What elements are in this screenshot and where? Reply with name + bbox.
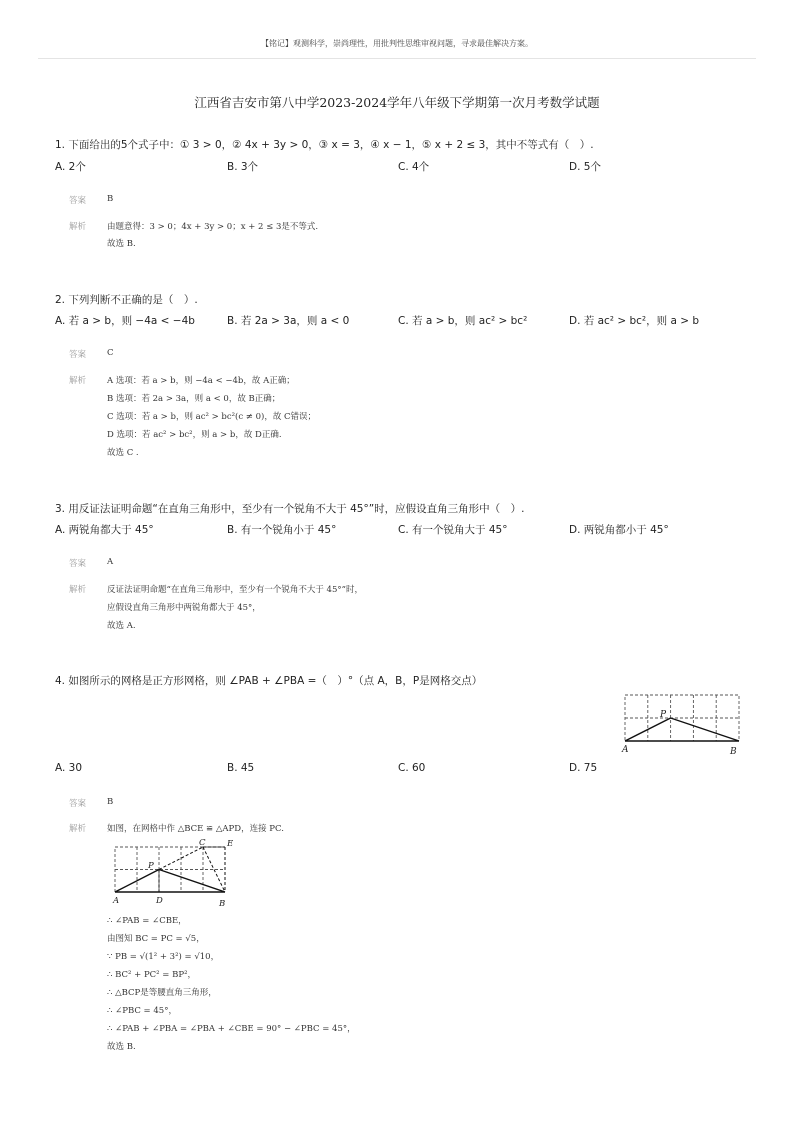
question-4-solution-line: ∴ ∠PAB = ∠CBE， <box>107 916 187 926</box>
question-4-option-b[interactable]: B. 45 <box>227 762 255 774</box>
question-1-option-d[interactable]: D. 5个 <box>569 161 601 173</box>
point-label-b: B <box>219 899 226 909</box>
question-1-analysis-label: 解析 <box>69 222 87 232</box>
question-1-solution-line: 故选 B. <box>107 239 136 249</box>
question-4-solution-line: ∴ ∠PBC = 45°， <box>107 1006 177 1016</box>
question-3-answer-label: 答案 <box>69 559 87 569</box>
question-2-solution-line: C 选项：若 a > b，则 ac² > bc²(c ≠ 0)，故 C错误； <box>107 412 317 422</box>
question-2-option-d[interactable]: D. 若 ac² > bc²，则 a > b <box>569 315 700 327</box>
question-3-option-b[interactable]: B. 有一个锐角小于 45° <box>227 524 337 536</box>
point-label-e: E <box>227 839 234 849</box>
question-2-analysis-label: 解析 <box>69 376 87 386</box>
question-4-solution-line: 如图，在网格中作 △BCE ≌ △APD，连接 PC. <box>107 824 284 834</box>
question-4-stem: 4. 如图所示的网格是正方形网格，则 ∠PAB + ∠PBA =（ ）°（点 A，B，P是网格交点） <box>55 675 483 687</box>
question-1-option-a[interactable]: A. 2个 <box>55 161 86 173</box>
question-2-option-b[interactable]: B. 若 2a > 3a，则 a < 0 <box>227 315 350 327</box>
question-3-solution-line: 反证法证明命题“在直角三角形中，至少有一个锐角不大于 45°”时， <box>107 585 363 595</box>
question-2-solution-line: B 选项：若 2a > 3a，则 a < 0，故 B正确； <box>107 394 281 404</box>
question-4-answer: B <box>107 797 114 807</box>
question-4-option-a[interactable]: A. 30 <box>55 762 83 774</box>
question-4-answer-label: 答案 <box>69 799 87 809</box>
page-title: 江西省吉安市第八中学2023-2024学年八年级下学期第一次月考数学试题 <box>194 95 600 110</box>
question-2-answer-label: 答案 <box>69 350 87 360</box>
question-1-answer-label: 答案 <box>69 196 87 206</box>
question-4-solution-line: 故选 B. <box>107 1042 136 1052</box>
question-4-solution-line: 由图知 BC = PC = √5， <box>107 934 205 944</box>
question-2-option-a[interactable]: A. 若 a > b，则 −4a < −4b <box>55 315 195 327</box>
grid-lines <box>625 695 739 741</box>
question-1-answer: B <box>107 194 114 204</box>
question-1-option-b[interactable]: B. 3个 <box>227 161 259 173</box>
question-4-analysis-label: 解析 <box>69 824 87 834</box>
question-2-solution-line: 故选 C . <box>107 448 139 458</box>
question-1-option-c[interactable]: C. 4个 <box>398 161 430 173</box>
question-2-option-c[interactable]: C. 若 a > b，则 ac² > bc² <box>398 315 528 327</box>
question-1-solution-line: 由题意得：3 > 0；4x + 3y > 0；x + 2 ≤ 3是不等式. <box>107 222 319 232</box>
grid-lines <box>115 847 225 892</box>
question-3-answer: A <box>107 557 114 567</box>
question-1-stem: 1. 下面给出的5个式子中：① 3 > 0，② 4x + 3y > 0，③ x = 3，④ x − 1，⑤ x + 2 ≤ 3，其中不等式有（ ）. <box>55 139 594 151</box>
segment-pb <box>159 870 225 893</box>
point-label-p: P <box>660 710 667 720</box>
question-3-option-c[interactable]: C. 有一个锐角大于 45° <box>398 524 508 536</box>
point-label-c: C <box>199 838 206 848</box>
segment-pb <box>671 718 739 741</box>
question-4-option-d[interactable]: D. 75 <box>569 762 598 774</box>
question-3-solution-line: 应假设直角三角形中两锐角都大于 45°， <box>107 603 261 613</box>
header-divider <box>38 58 756 59</box>
question-4-solution-line: ∴ BC² + PC² = BP²， <box>107 970 196 980</box>
point-label-p: P <box>148 861 154 871</box>
question-4-solution-line: ∵ PB = √(1² + 3²) = √10， <box>107 952 220 962</box>
question-2-answer: C <box>107 348 114 358</box>
point-label-a: A <box>113 896 120 906</box>
question-4-solution-line: ∴ ∠PAB + ∠PBA = ∠PBA + ∠CBE = 90° − ∠PBC = 45°， <box>107 1024 356 1034</box>
point-label-b: B <box>730 747 737 757</box>
header-note: 【铭记】观测科学，崇尚理性，用批判性思维审视问题，寻求最佳解决方案。 <box>261 39 533 48</box>
question-4-option-c[interactable]: C. 60 <box>398 762 426 774</box>
question-3-solution-line: 故选 A. <box>107 621 136 631</box>
question-3-analysis-label: 解析 <box>69 585 87 595</box>
question-2-solution-line: D 选项：若 ac² > bc²，则 a > b，故 D正确. <box>107 430 282 440</box>
point-label-a: A <box>622 745 629 755</box>
question-4-figure <box>618 690 748 758</box>
point-label-d: D <box>156 896 163 906</box>
question-2-solution-line: A 选项：若 a > b，则 −4a < −4b，故 A正确； <box>107 376 295 386</box>
question-2-stem: 2. 下列判断不正确的是（ ）. <box>55 294 198 306</box>
question-4-solution-line: ∴ △BCP是等腰直角三角形， <box>107 988 217 998</box>
question-3-option-a[interactable]: A. 两锐角都大于 45° <box>55 524 154 536</box>
solution-4-figure <box>106 836 246 910</box>
question-3-stem: 3. 用反证法证明命题“在直角三角形中，至少有一个锐角不大于 45°”时，应假设直角三角形中（ ）. <box>55 503 525 515</box>
question-3-option-d[interactable]: D. 两锐角都小于 45° <box>569 524 669 536</box>
